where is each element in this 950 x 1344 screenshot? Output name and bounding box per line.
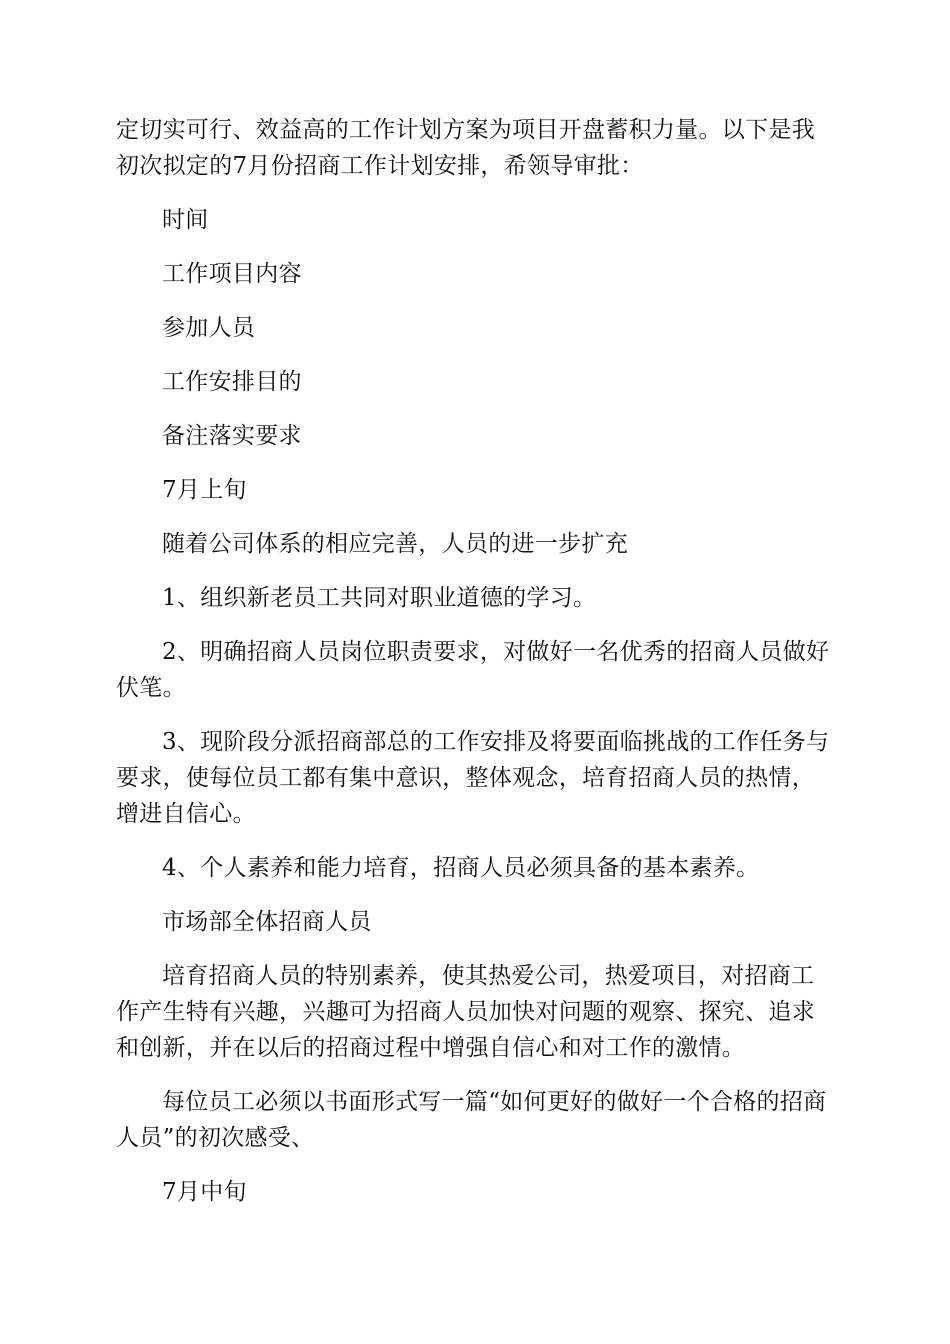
list-item-3: 3、现阶段分派招商部总的工作安排及将要面临挑战的工作任务与要求，使每位员工都有集中意识，整体观念，培育招商人员的热情，增进自信心。 xyxy=(116,729,830,827)
document-body xyxy=(116,112,832,1228)
paragraph-intro-continuation: 定切实可行、效益高的工作计划方案为项目开盘蓄积力量。以下是我初次拟定的7月份招商工作计划安排，希领导审批： xyxy=(116,117,815,179)
paragraph-background: 随着公司体系的相应完善，人员的进一步扩充 xyxy=(162,531,628,557)
table-header-time: 时间 xyxy=(162,207,209,233)
participants-value: 市场部全体招商人员 xyxy=(162,909,372,935)
table-header-work-content: 工作项目内容 xyxy=(162,261,302,287)
remarks-value: 每位员工必须以书面形式写一篇“如何更好的做好一个合格的招商人员”的初次感受、 xyxy=(116,1089,827,1151)
period-mid-july: 7月中旬 xyxy=(162,1179,247,1205)
period-early-july: 7月上旬 xyxy=(162,477,247,503)
table-header-participants: 参加人员 xyxy=(162,315,256,341)
table-header-remarks: 备注落实要求 xyxy=(162,423,302,449)
purpose-value: 培育招商人员的特别素养，使其热爱公司，热爱项目，对招商工作产生特有兴趣，兴趣可为招商人员加快对问题的观察、探究、追求和创新，并在以后的招商过程中增强自信心和对工作的激情。 xyxy=(116,963,815,1061)
list-item-4: 4、个人素养和能力培育，招商人员必须具备的基本素养。 xyxy=(162,855,760,881)
list-item-2: 2、明确招商人员岗位职责要求，对做好一名优秀的招商人员做好伏笔。 xyxy=(116,639,830,701)
table-header-purpose: 工作安排目的 xyxy=(162,369,302,395)
list-item-1: 1、组织新老员工共同对职业道德的学习。 xyxy=(162,585,597,611)
